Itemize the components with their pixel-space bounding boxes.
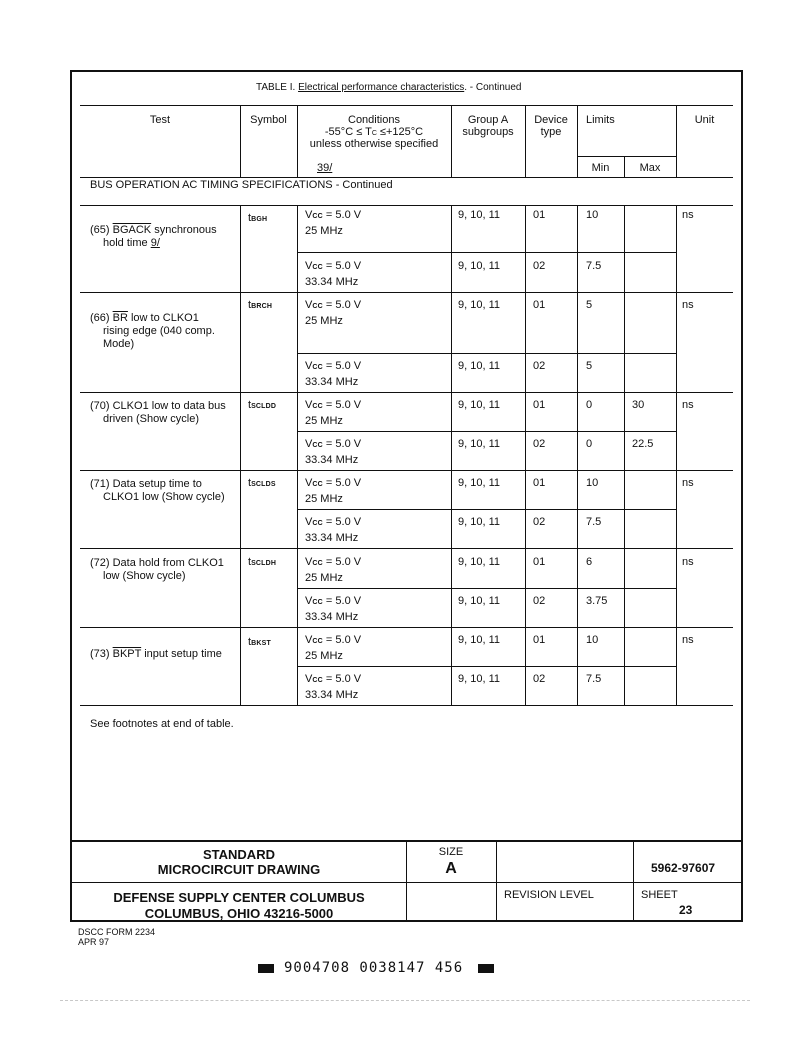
condition-freq: 33.34 MHz bbox=[305, 532, 359, 544]
scan-edge bbox=[60, 1000, 750, 1001]
body-col-rule bbox=[624, 205, 625, 705]
condition-freq: 25 MHz bbox=[305, 572, 343, 584]
max-value: 30 bbox=[632, 399, 645, 411]
size-value: A bbox=[445, 860, 457, 877]
group-value: 9, 10, 11 bbox=[458, 556, 500, 568]
condition: VCC = 5.0 V bbox=[305, 516, 362, 528]
body-col-rule bbox=[525, 205, 526, 705]
condition: VCC = 5.0 V bbox=[305, 673, 362, 685]
condition-freq: 25 MHz bbox=[305, 225, 343, 237]
sheet-label: SHEET bbox=[641, 889, 678, 901]
group-value: 9, 10, 11 bbox=[458, 360, 500, 372]
group-value: 9, 10, 11 bbox=[458, 595, 500, 607]
group-value: 9, 10, 11 bbox=[458, 477, 500, 489]
drawing-type: STANDARD bbox=[203, 847, 275, 862]
group-value: 9, 10, 11 bbox=[458, 299, 500, 311]
symbol: tSCLDH bbox=[248, 556, 277, 568]
subrow-rule bbox=[297, 252, 676, 253]
footnote-text: See footnotes at end of table. bbox=[90, 718, 234, 730]
subrow-rule bbox=[297, 509, 676, 510]
symbol: tBRCH bbox=[248, 299, 273, 311]
min-value: 3.75 bbox=[586, 595, 608, 607]
body-col-rule bbox=[297, 205, 298, 705]
row-rule bbox=[80, 705, 733, 706]
test-name-cont: hold time 9/ bbox=[103, 237, 160, 249]
condition-freq: 25 MHz bbox=[305, 415, 343, 427]
min-value: 0 bbox=[586, 399, 593, 411]
symbol: tSCLDD bbox=[248, 399, 277, 411]
condition: VCC = 5.0 V bbox=[305, 477, 362, 489]
max-value: 22.5 bbox=[632, 438, 654, 450]
device-value: 02 bbox=[533, 438, 546, 450]
condition-freq: 33.34 MHz bbox=[305, 376, 359, 388]
table-title: TABLE I. Electrical performance characteristics. - Continued bbox=[256, 82, 522, 93]
test-name-cont: Mode) bbox=[103, 338, 135, 350]
title-block-col-rule bbox=[633, 840, 634, 921]
row-rule bbox=[80, 392, 733, 393]
body-col-rule bbox=[451, 205, 452, 705]
min-value: 6 bbox=[586, 556, 593, 568]
scan-mark-right bbox=[478, 964, 494, 973]
condition-freq: 33.34 MHz bbox=[305, 689, 359, 701]
header-conditions-note: unless otherwise specified bbox=[309, 138, 439, 150]
device-value: 01 bbox=[533, 299, 546, 311]
header-group-a: Group A bbox=[467, 114, 509, 126]
min-value: 7.5 bbox=[586, 260, 602, 272]
device-value: 01 bbox=[533, 399, 546, 411]
symbol: tSCLDS bbox=[248, 477, 276, 489]
min-value: 0 bbox=[586, 438, 593, 450]
min-value: 10 bbox=[586, 209, 599, 221]
row-rule bbox=[80, 548, 733, 549]
condition: VCC = 5.0 V bbox=[305, 556, 362, 568]
group-value: 9, 10, 11 bbox=[458, 516, 500, 528]
body-col-rule bbox=[240, 205, 241, 705]
subrow-rule bbox=[297, 431, 676, 432]
group-value: 9, 10, 11 bbox=[458, 209, 500, 221]
subrow-rule bbox=[297, 353, 676, 354]
device-value: 02 bbox=[533, 360, 546, 372]
test-name-cont: low (Show cycle) bbox=[103, 570, 186, 582]
form-date: APR 97 bbox=[78, 937, 110, 947]
min-value: 10 bbox=[586, 477, 599, 489]
group-value: 9, 10, 11 bbox=[458, 634, 500, 646]
subrow-rule bbox=[297, 666, 676, 667]
test-name: (71) Data setup time to bbox=[90, 478, 202, 490]
header-conditions: Conditions bbox=[348, 114, 400, 126]
condition: VCC = 5.0 V bbox=[305, 360, 362, 372]
subrow-rule bbox=[297, 588, 676, 589]
device-value: 01 bbox=[533, 477, 546, 489]
condition: VCC = 5.0 V bbox=[305, 399, 362, 411]
device-value: 02 bbox=[533, 673, 546, 685]
symbol: tBGH bbox=[248, 212, 268, 224]
condition-freq: 33.34 MHz bbox=[305, 454, 359, 466]
header-min: Min bbox=[591, 162, 610, 174]
min-value: 7.5 bbox=[586, 673, 602, 685]
condition-freq: 25 MHz bbox=[305, 493, 343, 505]
header-limits: Limits bbox=[586, 114, 615, 126]
header-test: Test bbox=[149, 114, 171, 126]
unit-value: ns bbox=[682, 209, 694, 221]
condition: VCC = 5.0 V bbox=[305, 209, 362, 221]
test-name: (70) CLKO1 low to data bus bbox=[90, 400, 226, 412]
min-value: 5 bbox=[586, 360, 593, 372]
agency-address: COLUMBUS, OHIO 43216-5000 bbox=[144, 906, 334, 921]
device-value: 02 bbox=[533, 595, 546, 607]
limits-sub-rule bbox=[577, 156, 676, 157]
scan-code: 9004708 0038147 456 bbox=[284, 960, 464, 976]
test-name: (65) BGACK synchronous bbox=[90, 224, 217, 236]
header-max: Max bbox=[639, 162, 661, 174]
device-value: 01 bbox=[533, 634, 546, 646]
device-value: 02 bbox=[533, 516, 546, 528]
group-value: 9, 10, 11 bbox=[458, 260, 500, 272]
section-rule bbox=[80, 205, 733, 206]
title-block-col-rule bbox=[496, 840, 497, 921]
min-value: 5 bbox=[586, 299, 593, 311]
test-name: (73) BKPT input setup time bbox=[90, 648, 222, 660]
condition-freq: 25 MHz bbox=[305, 650, 343, 662]
header-symbol: Symbol bbox=[250, 114, 287, 126]
revision-label: REVISION LEVEL bbox=[504, 889, 594, 901]
body-col-rule bbox=[577, 205, 578, 705]
condition: VCC = 5.0 V bbox=[305, 438, 362, 450]
test-name-cont: CLKO1 low (Show cycle) bbox=[103, 491, 225, 503]
condition: VCC = 5.0 V bbox=[305, 299, 362, 311]
min-value: 10 bbox=[586, 634, 599, 646]
scan-mark-left bbox=[258, 964, 274, 973]
test-name-cont: rising edge (040 comp. bbox=[103, 325, 215, 337]
section-title: BUS OPERATION AC TIMING SPECIFICATIONS - Continued bbox=[90, 179, 393, 191]
device-value: 01 bbox=[533, 209, 546, 221]
symbol: tBKST bbox=[248, 636, 271, 648]
test-name: (72) Data hold from CLKO1 bbox=[90, 557, 224, 569]
header-top-rule bbox=[80, 105, 733, 106]
unit-value: ns bbox=[682, 634, 694, 646]
header-subgroups: subgroups bbox=[462, 126, 514, 138]
unit-value: ns bbox=[682, 399, 694, 411]
condition-freq: 25 MHz bbox=[305, 315, 343, 327]
condition: VCC = 5.0 V bbox=[305, 595, 362, 607]
header-conditions-temp: -55°C ≤ TC ≤+125°C bbox=[324, 126, 424, 138]
group-value: 9, 10, 11 bbox=[458, 438, 500, 450]
header-bottom-rule bbox=[80, 177, 733, 178]
row-rule bbox=[80, 292, 733, 293]
size-label: SIZE bbox=[438, 846, 464, 858]
footnote-ref: 39/ bbox=[317, 162, 333, 174]
condition-freq: 33.34 MHz bbox=[305, 611, 359, 623]
unit-value: ns bbox=[682, 477, 694, 489]
drawing-type-sub: MICROCIRCUIT DRAWING bbox=[157, 862, 321, 877]
body-col-rule bbox=[676, 205, 677, 705]
agency-name: DEFENSE SUPPLY CENTER COLUMBUS bbox=[113, 890, 365, 905]
unit-value: ns bbox=[682, 299, 694, 311]
group-value: 9, 10, 11 bbox=[458, 673, 500, 685]
drawing-number: 5962-97607 bbox=[651, 861, 716, 875]
sheet-number: 23 bbox=[679, 903, 693, 917]
condition-freq: 33.34 MHz bbox=[305, 276, 359, 288]
device-value: 01 bbox=[533, 556, 546, 568]
header-device: Device bbox=[534, 114, 568, 126]
condition: VCC = 5.0 V bbox=[305, 634, 362, 646]
row-rule bbox=[80, 627, 733, 628]
row-rule bbox=[80, 470, 733, 471]
device-value: 02 bbox=[533, 260, 546, 272]
unit-value: ns bbox=[682, 556, 694, 568]
header-device-type: type bbox=[540, 126, 562, 138]
condition: VCC = 5.0 V bbox=[305, 260, 362, 272]
form-id: DSCC FORM 2234 bbox=[78, 927, 156, 937]
test-name: (66) $\overline{BR}$ low to CLKO1 bbox=[90, 312, 199, 324]
test-name-cont: driven (Show cycle) bbox=[103, 413, 199, 425]
header-unit: Unit bbox=[694, 114, 715, 126]
min-value: 7.5 bbox=[586, 516, 602, 528]
group-value: 9, 10, 11 bbox=[458, 399, 500, 411]
